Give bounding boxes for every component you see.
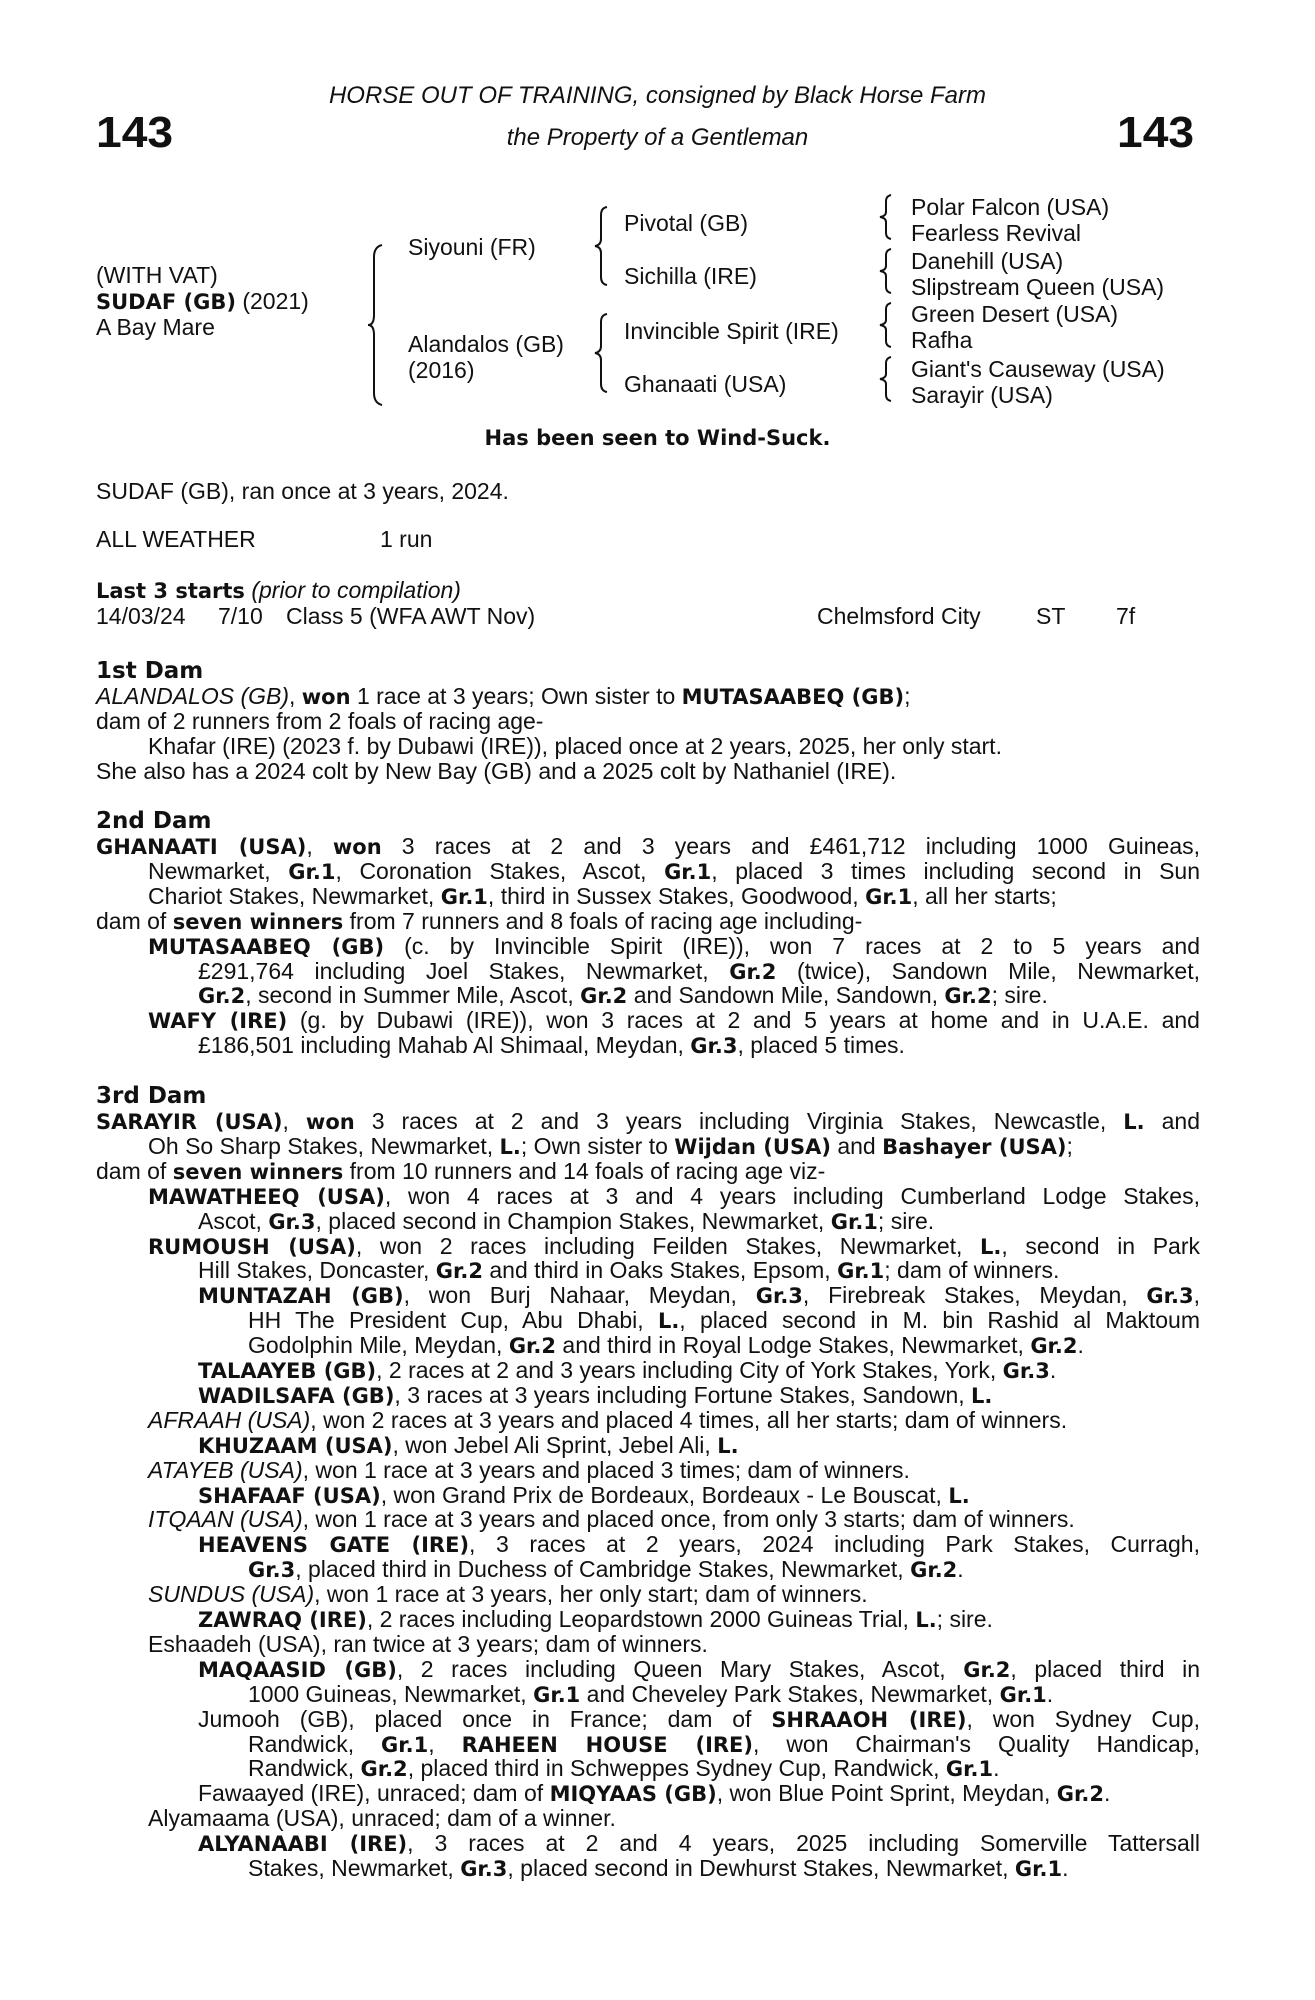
third-dam-line: ZAWRAQ (IRE), 2 races including Leopardstown 2000 Guineas Trial, L.; sire. [198, 1606, 993, 1632]
third-dam-line: Godolphin Mile, Meydan, Gr.2 and third in Royal Lodge Stakes, Newmarket, Gr.2. [248, 1332, 1084, 1359]
third-dam-line: Alyamaama (USA), unraced; dam of a winner. [148, 1805, 616, 1832]
second-dam-line: dam of seven winners from 7 runners and 8 foals of racing age including- [96, 907, 863, 934]
first-dam-line-1 [96, 683, 911, 710]
horse-year: (2021) [242, 288, 309, 314]
pedigree-bracket-dam [595, 312, 615, 394]
last-starts-title: Last 3 starts [96, 579, 245, 603]
third-dam-line: SUNDUS (USA), won 1 race at 3 years, her only start; dam of winners. [148, 1581, 868, 1608]
pedigree-bracket-g3-1 [880, 193, 898, 241]
start-date: 14/03/24 [96, 603, 186, 629]
start-position: 7/10 [218, 603, 263, 629]
third-dam-line: 1000 Guineas, Newmarket, Gr.1 and Cheveley Park Stakes, Newmarket, Gr.1. [248, 1680, 1054, 1707]
lot-number-right: 143 [1117, 108, 1195, 157]
third-dam-line: SARAYIR (USA), won 3 races at 2 and 3 years including Virginia Stakes, Newcastle, L. and [96, 1108, 1201, 1134]
third-dam-line: Gr.3, placed third in Duchess of Cambridge Stakes, Newmarket, Gr.2. [248, 1556, 964, 1583]
third-dam-line: ALYANAABI (IRE), 3 races at 2 and 4 years, 2025 including Somerville Tattersall [198, 1830, 1200, 1857]
start-course: Chelmsford City [817, 603, 981, 629]
pedigree-gen3-4: Slipstream Queen (USA) [911, 274, 1165, 300]
pedigree-bracket-g3-3 [880, 301, 898, 349]
second-dam-line: Chariot Stakes, Newmarket, Gr.1, third in Sussex Stakes, Goodwood, Gr.1, all her starts; [148, 882, 1057, 909]
pedigree-gen3-2: Fearless Revival [911, 220, 1081, 246]
pedigree-bracket-sire [595, 205, 615, 287]
vat-label: (WITH VAT) [96, 262, 218, 288]
pedigree-gen3-3: Danehill (USA) [911, 248, 1064, 274]
pedigree-sire-sire: Pivotal (GB) [624, 210, 748, 236]
pedigree-bracket-g3-4 [880, 355, 898, 403]
start-race: Class 5 (WFA AWT Nov) [286, 603, 536, 629]
second-dam-line: Gr.2, second in Summer Mile, Ascot, Gr.2 and Sandown Mile, Sandown, Gr.2; sire. [198, 982, 1048, 1009]
last-starts-subtitle: (prior to compilation) [251, 577, 461, 603]
third-dam-line: WADILSAFA (GB), 3 races at 3 years including Fortune Stakes, Sandown, L. [198, 1381, 993, 1408]
horse-description: A Bay Mare [96, 314, 215, 340]
third-dam-title: 3rd Dam [96, 1083, 207, 1109]
wind-suck-notice: Has been seen to Wind-Suck. [484, 426, 831, 450]
second-dam-line: GHANAATI (USA), won 3 races at 2 and 3 years and £461,712 including 1000 Guineas, [96, 833, 1201, 859]
pedigree-dam-year: (2016) [408, 357, 475, 383]
third-dam-line: Oh So Sharp Stakes, Newmarket, L.; Own sister to Wijdan (USA) and Bashayer (USA); [148, 1132, 1073, 1159]
surface-runs: 1 run [380, 526, 433, 552]
start-distance: 7f [1116, 603, 1136, 629]
first-dam-line-4: She also has a 2024 colt by New Bay (GB) and a 2025 colt by Nathaniel (IRE). [96, 758, 897, 784]
third-dam-line: HH The President Cup, Abu Dhabi, L., placed second in M. bin Rashid al Maktoum [248, 1307, 1200, 1334]
second-dam-line: MUTASAABEQ (GB) (c. by Invincible Spirit (IRE)), won 7 races at 2 to 5 years and [148, 932, 1200, 959]
pedigree-dam-sire: Invincible Spirit (IRE) [624, 318, 839, 344]
third-dam-line: TALAAYEB (GB), 2 races at 2 and 3 years including City of York Stakes, York, Gr.3. [198, 1357, 1057, 1383]
pedigree-sire-dam: Sichilla (IRE) [624, 263, 757, 289]
pedigree-dam-dam: Ghanaati (USA) [624, 371, 787, 397]
third-dam-line: dam of seven winners from 10 runners and 14 foals of racing age viz- [96, 1157, 826, 1184]
third-dam-line: Fawaayed (IRE), unraced; dam of MIQYAAS (GB), won Blue Point Sprint, Meydan, Gr.2. [198, 1780, 1111, 1807]
third-dam-line: MAQAASID (GB), 2 races including Queen Mary Stakes, Ascot, Gr.2, placed third in [198, 1655, 1200, 1682]
third-dam-line: ITQAAN (USA), won 1 race at 3 years and placed once, from only 3 starts; dam of winners. [148, 1506, 1075, 1533]
first-dam-line-2: dam of 2 runners from 2 foals of racing age- [96, 708, 544, 734]
start-going: ST [1036, 603, 1066, 629]
third-dam-line: MUNTAZAH (GB), won Burj Nahaar, Meydan, Gr.3, Firebreak Stakes, Meydan, Gr.3, [198, 1282, 1201, 1309]
punctuation: ; [904, 683, 911, 709]
first-dam-produce-1: Khafar (IRE) (2023 f. by Dubawi (IRE)), placed once at 2 years, 2025, her only start. [148, 733, 1002, 759]
race-summary: SUDAF (GB), ran once at 3 years, 2024. [96, 478, 509, 504]
separator: , [289, 683, 302, 709]
third-dam-line: Hill Stakes, Doncaster, Gr.2 and third in Oaks Stakes, Epsom, Gr.1; dam of winners. [198, 1257, 1060, 1284]
last-starts-heading [96, 577, 461, 604]
first-dam-name: ALANDALOS (GB) [96, 683, 289, 709]
third-dam-line: Ascot, Gr.3, placed second in Champion Stakes, Newmarket, Gr.1; sire. [198, 1207, 935, 1234]
third-dam-line: Stakes, Newmarket, Gr.3, placed second in Dewhurst Stakes, Newmarket, Gr.1. [248, 1855, 1069, 1881]
second-dam-title: 2nd Dam [96, 808, 212, 834]
first-dam-title: 1st Dam [96, 658, 204, 684]
surface-label: ALL WEATHER [96, 526, 256, 552]
third-dam-line: AFRAAH (USA), won 2 races at 3 years and placed 4 times, all her starts; dam of winners. [148, 1406, 1068, 1433]
pedigree-bracket-gen1 [368, 243, 388, 407]
third-dam-line: ATAYEB (USA), won 1 race at 3 years and placed 3 times; dam of winners. [148, 1456, 910, 1483]
consignment-subtitle: the Property of a Gentleman [506, 124, 809, 151]
pedigree-gen3-5: Green Desert (USA) [911, 301, 1119, 327]
second-dam-line: Newmarket, Gr.1, Coronation Stakes, Ascot, Gr.1, placed 3 times including second in Sun [148, 857, 1200, 884]
pedigree-dam: Alandalos (GB) [408, 331, 564, 357]
third-dam-line: HEAVENS GATE (IRE), 3 races at 2 years, 2024 including Park Stakes, Curragh, [198, 1531, 1200, 1558]
won-label: won [301, 685, 351, 709]
third-dam-line: SHAFAAF (USA), won Grand Prix de Bordeaux, Bordeaux - Le Bouscat, L. [198, 1481, 970, 1508]
third-dam-line: Jumooh (GB), placed once in France; dam of SHRAAOH (IRE), won Sydney Cup, [198, 1705, 1200, 1732]
third-dam-line: MAWATHEEQ (USA), won 4 races at 3 and 4 years including Cumberland Lodge Stakes, [148, 1182, 1200, 1209]
own-sister-name: MUTASAABEQ (GB) [681, 685, 905, 709]
horse-name: SUDAF (GB) [96, 290, 236, 314]
third-dam-line: KHUZAAM (USA), won Jebel Ali Sprint, Jebel Ali, L. [198, 1431, 739, 1458]
third-dam-line: Eshaadeh (USA), ran twice at 3 years; dam of winners. [148, 1630, 708, 1657]
lot-number-left: 143 [96, 108, 174, 157]
pedigree-gen3-6: Rafha [911, 327, 973, 353]
third-dam-line: RUMOUSH (USA), won 2 races including Feilden Stakes, Newmarket, L., second in Park [148, 1232, 1200, 1259]
consignment-title: HORSE OUT OF TRAINING, consigned by Black Horse Farm [328, 82, 987, 109]
pedigree-gen3-1: Polar Falcon (USA) [911, 194, 1110, 220]
third-dam-line: Randwick, Gr.2, placed third in Schweppes Sydney Cup, Randwick, Gr.1. [248, 1755, 1000, 1782]
pedigree-gen3-8: Sarayir (USA) [911, 382, 1053, 408]
second-dam-line: WAFY (IRE) (g. by Dubawi (IRE)), won 3 races at 2 and 5 years at home and in U.A.E. and [148, 1007, 1200, 1034]
pedigree-gen3-7: Giant's Causeway (USA) [911, 356, 1165, 382]
third-dam-line: Randwick, Gr.1, RAHEEN HOUSE (IRE), won Chairman's Quality Handicap, [248, 1730, 1201, 1757]
second-dam-line: £291,764 including Joel Stakes, Newmarket, Gr.2 (twice), Sandown Mile, Newmarket, [198, 957, 1200, 984]
pedigree-bracket-g3-2 [880, 247, 898, 295]
pedigree-sire: Siyouni (FR) [408, 234, 536, 260]
horse-name-line [96, 288, 309, 315]
second-dam-line: £186,501 including Mahab Al Shimaal, Meydan, Gr.3, placed 5 times. [198, 1032, 905, 1059]
first-dam-text: 1 race at 3 years; Own sister to [350, 683, 682, 709]
